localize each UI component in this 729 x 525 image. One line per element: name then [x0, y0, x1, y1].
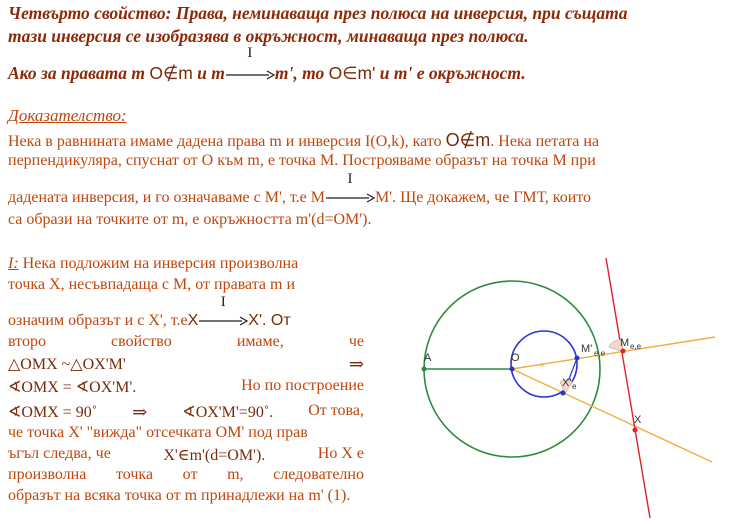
angle-equality: ∢OMX = ∢OX'M'.	[8, 379, 137, 396]
label-o: O	[511, 352, 520, 364]
point-m	[621, 349, 626, 354]
para1-line1-a: Нека в равнината имаме дадена права m и инверсия I(O,k), като	[8, 133, 442, 150]
para2-line3-a: означим образът и с X', т.е	[8, 312, 188, 329]
implies-icon: ⇒	[132, 402, 148, 422]
para2-line10-c: от	[182, 466, 198, 483]
arrow-label: I	[247, 45, 253, 61]
property-title-line2: тази инверсия се изобразява в окръжност, минаваща през полюса.	[8, 26, 529, 46]
angle-90-prime: ∢OX'M'=90˚.	[182, 404, 274, 421]
label-a: A	[424, 352, 432, 364]
para1-line3-a: дадената инверсия, и го означаваме с M', т.е M	[8, 189, 325, 206]
label-mprime: M'	[581, 343, 593, 355]
label-xprime-sub: e	[572, 382, 577, 391]
para2-line8: че точка X' "вижда" отсечката OM' под прав	[8, 424, 308, 441]
para1-o-notin-m: O∉m	[445, 130, 491, 150]
para2-x: X	[187, 312, 199, 329]
proof-heading: Доказателство:	[8, 106, 127, 125]
para2-line10-b: точка	[115, 466, 154, 483]
para1-line1-c: . Нека петата на	[490, 133, 600, 150]
point-o	[510, 367, 515, 372]
part-marker: I:	[8, 255, 19, 272]
statement-o-notin-m: O∉m	[149, 63, 193, 83]
para2-line10-a: произволна	[8, 466, 87, 483]
label-mprime-sub: e,e	[594, 349, 606, 358]
para1-line2: перпендикуляра, спуснат от O към m, е точка M. Построяваме образът на точка M при	[8, 152, 596, 169]
arrow-label-2: I	[347, 171, 353, 187]
center-mark-icon: ×	[539, 360, 545, 370]
angle-90: ∢OMX = 90˚	[8, 404, 98, 421]
para2-line2: точка X, несъвпадаща с M, от правата m и	[8, 276, 296, 293]
point-mprime	[575, 356, 580, 361]
label-m-sub: e,e	[630, 342, 642, 351]
similar-triangles: △OMX ~△OX'M'	[8, 356, 126, 373]
para2-line6-b: Но по построение	[241, 377, 364, 394]
para2-line10-d: m,	[227, 466, 244, 483]
para2-line4-c: имаме,	[236, 333, 284, 350]
label-m: M	[620, 337, 630, 349]
ray-ox	[512, 369, 712, 462]
para2-line4-b: свойство	[111, 333, 172, 350]
point-a	[422, 367, 427, 372]
para2-line11: образът на всяка точка от m принадлежи на m' (1).	[8, 487, 351, 504]
property-title-line1: Четвърто свойство: Права, неминаваща през полюса на инверсия, при същата	[8, 3, 628, 23]
para2-line4-a: второ	[8, 333, 46, 350]
statement-part-a: Ако за правата m	[8, 63, 145, 83]
arrow-label-3: I	[220, 294, 226, 310]
para2-line3-c: X'. От	[248, 312, 291, 329]
statement-part-f: и m' е окръжност.	[379, 63, 526, 83]
statement-part-c: и m	[197, 63, 225, 83]
label-x: X	[634, 414, 642, 426]
statement-part-d: m', то	[274, 63, 325, 83]
para1-line4: са образи на точките от m, е окръжността m'(d=OM').	[8, 211, 372, 228]
xprime-in-mprime: X'∈m'(d=OM').	[163, 447, 266, 464]
label-xprime: X'	[562, 377, 572, 389]
para2-line9-a: ъгъл следва, че	[8, 445, 111, 462]
para2-line9-c: Но X е	[317, 445, 364, 462]
para2-line7-d: От това,	[308, 402, 364, 419]
point-x	[633, 428, 638, 433]
para2-line4-d: че	[348, 333, 364, 350]
point-xprime	[561, 391, 566, 396]
implies-icon: ⇒	[348, 354, 364, 374]
para2-line1-text: Нека подложим на инверсия произволна	[18, 255, 299, 272]
statement-o-in-mprime: O∈m'	[328, 63, 376, 83]
para1-line3-b: M'. Ще докажем, че ГМТ, които	[374, 189, 592, 206]
line-m	[606, 258, 650, 518]
para2-line10-e: следователно	[273, 466, 364, 483]
